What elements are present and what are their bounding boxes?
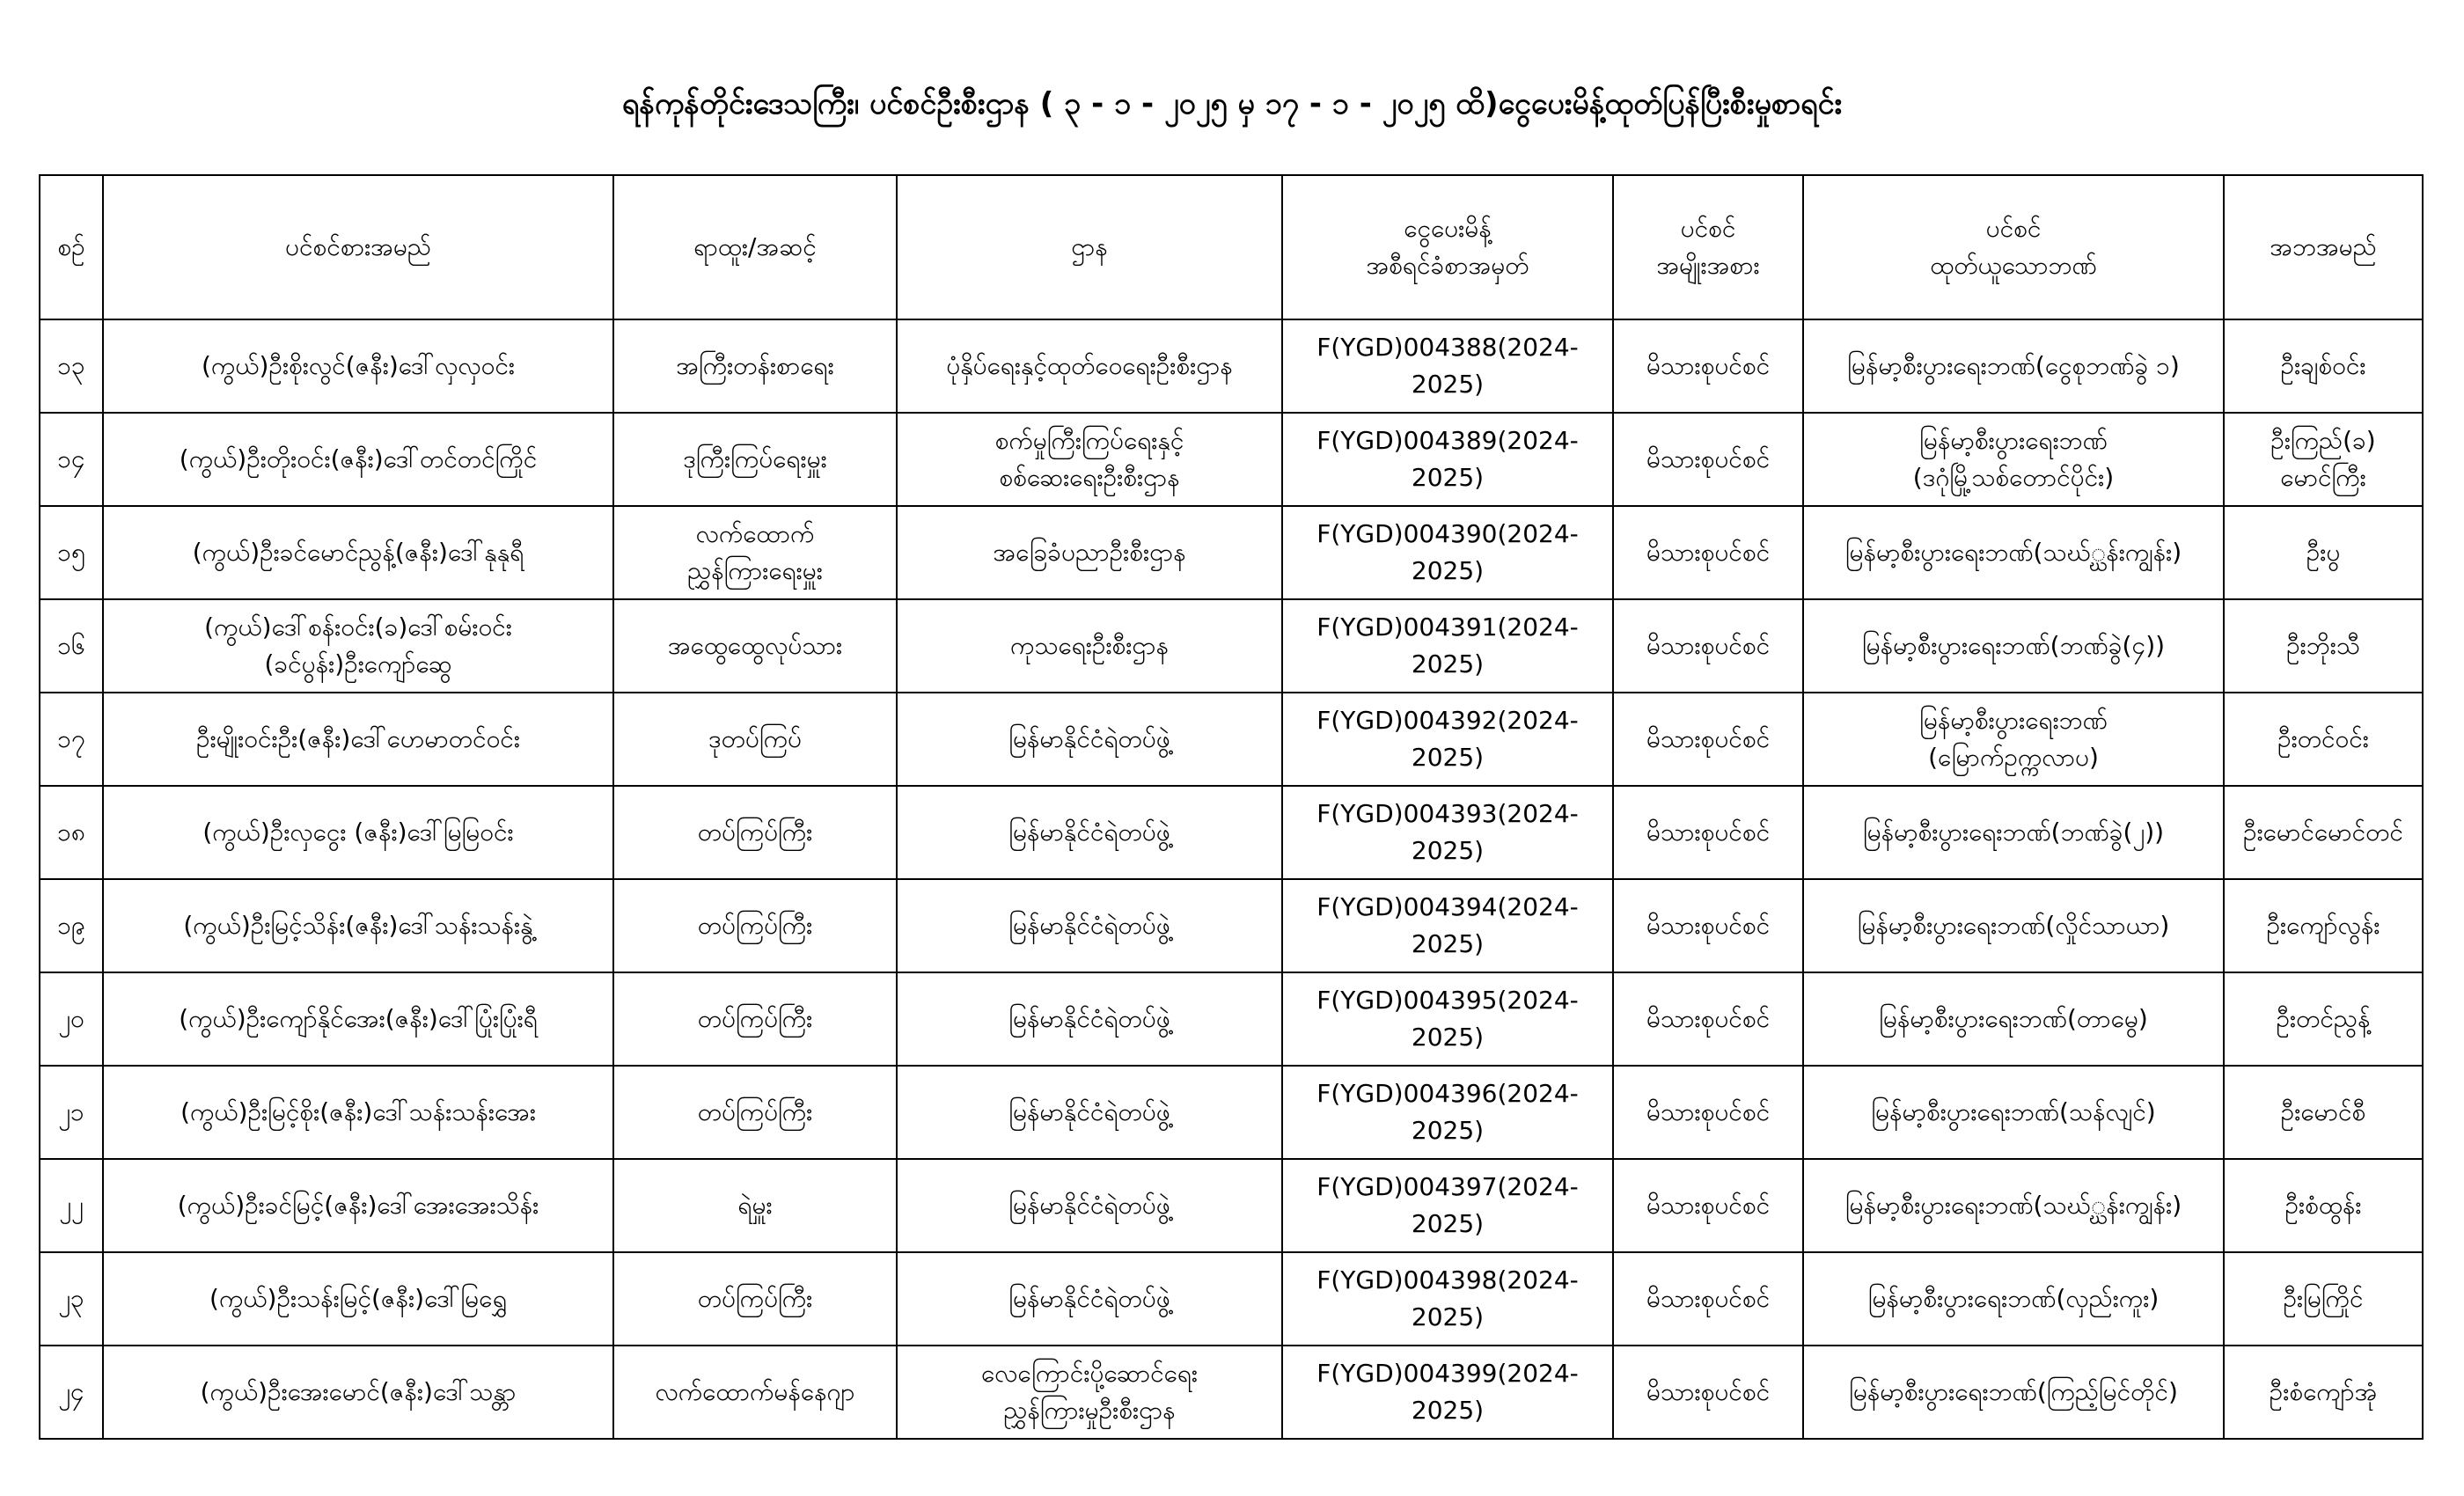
cell-pensioner-name-line: (ကွယ်)ဦးလှငွေး (ဇနီး)ဒေါ်မြမြဝင်း <box>202 818 514 847</box>
cell-department-line: ညွှန်ကြားမှုဦးစီးဌာန <box>1003 1396 1176 1425</box>
cell-number: ၁၇ <box>40 693 103 786</box>
cell-rank <box>613 1159 897 1252</box>
cell-department <box>897 1066 1282 1159</box>
cell-bank <box>1803 599 2224 693</box>
cell-department-line: မြန်မာနိုင်ငံရဲတပ်ဖွဲ့ <box>1008 1097 1170 1126</box>
cell-pensioner-name-line: (ကွယ်)ဦးကျော်နိုင်အေး(ဇနီး)ဒေါ်ပြုံးပြုံးရီ <box>179 1004 538 1033</box>
cell-father-name-line: ဦးမောင်မောင်တင် <box>2243 818 2403 847</box>
cell-pension-type: မိသားစုပင်စင် <box>1613 1159 1803 1252</box>
table-row <box>40 786 2423 879</box>
header-bank <box>1803 175 2224 319</box>
cell-rank-line: တပ်ကြပ်ကြီး <box>697 1004 813 1033</box>
cell-bank-line: မြန်မာ့စီးပွားရေးဘဏ်(သဃ်္ဃန်းကျွန်း) <box>1844 1191 2182 1220</box>
cell-father-name-line: ဦးကြည်(ခ) <box>2270 426 2376 455</box>
cell-department-line: မြန်မာနိုင်ငံရဲတပ်ဖွဲ့ <box>1008 818 1170 847</box>
cell-bank-line: မြန်မာ့စီးပွားရေးဘဏ်(လှည်းကူး) <box>1867 1284 2160 1313</box>
cell-bank <box>1803 506 2224 599</box>
cell-rank <box>613 319 897 413</box>
header-order-number <box>1282 175 1613 319</box>
cell-number: ၁၈ <box>40 786 103 879</box>
cell-father-name <box>2224 786 2423 879</box>
cell-pensioner-name-line: (ကွယ်)ဦးတိုးဝင်း(ဇနီး)ဒေါ်တင်တင်ကြိုင် <box>179 444 538 473</box>
cell-department-line: လေကြောင်းပို့ဆောင်ရေး <box>980 1359 1199 1388</box>
cell-bank <box>1803 1159 2224 1252</box>
cell-pensioner-name <box>103 1159 613 1252</box>
cell-department-line: စစ်ဆေးရေးဦးစီးဌာန <box>999 463 1180 492</box>
header-order-number-line2: အစီရင်ခံစာအမှတ် <box>1366 251 1529 280</box>
cell-father-name <box>2224 1346 2423 1439</box>
cell-number: ၂၄ <box>40 1346 103 1439</box>
cell-pensioner-name <box>103 1346 613 1439</box>
cell-father-name <box>2224 506 2423 599</box>
cell-bank-line: မြန်မာ့စီးပွားရေးဘဏ်(ကြည့်မြင်တိုင်) <box>1849 1377 2178 1406</box>
table-header-row <box>40 175 2423 319</box>
cell-pensioner-name-line: (ကွယ်)ဦးမြင့်စိုး(ဇနီး)ဒေါ်သန်းသန်းအေး <box>180 1097 536 1126</box>
cell-department-line: စက်မှုကြီးကြပ်ရေးနှင့် <box>994 426 1184 455</box>
cell-rank-line: တပ်ကြပ်ကြီး <box>697 1284 813 1313</box>
cell-number: ၁၆ <box>40 599 103 693</box>
cell-pensioner-name <box>103 319 613 413</box>
cell-order-number: F(YGD)004393(2024-2025) <box>1282 786 1613 879</box>
cell-pensioner-name-line: (ကွယ်)ဦးသန်းမြင့်(ဇနီး)ဒေါ်မြရွှေ <box>209 1284 507 1313</box>
cell-department <box>897 786 1282 879</box>
cell-pension-type: မိသားစုပင်စင် <box>1613 1066 1803 1159</box>
cell-department <box>897 972 1282 1066</box>
cell-bank <box>1803 786 2224 879</box>
table-row <box>40 1252 2423 1346</box>
cell-pensioner-name <box>103 1252 613 1346</box>
cell-rank <box>613 693 897 786</box>
cell-rank-line: အကြီးတန်းစာရေး <box>676 351 834 380</box>
cell-rank <box>613 1346 897 1439</box>
cell-bank-line: မြန်မာ့စီးပွားရေးဘဏ် <box>1919 706 2108 735</box>
cell-father-name-line: ဦးတင်ဝင်း <box>2277 724 2369 753</box>
cell-department <box>897 693 1282 786</box>
cell-bank <box>1803 879 2224 972</box>
cell-department-line: ကုသရေးဦးစီးဌာန <box>1010 631 1169 660</box>
cell-father-name <box>2224 972 2423 1066</box>
cell-department-line: ပုံနှိပ်ရေးနှင့်ထုတ်ဝေရေးဦးစီးဌာန <box>946 351 1233 380</box>
cell-department <box>897 319 1282 413</box>
cell-order-number: F(YGD)004390(2024-2025) <box>1282 506 1613 599</box>
cell-father-name-line: ဦးဘိုးသီ <box>2286 631 2360 660</box>
table-row <box>40 599 2423 693</box>
cell-rank <box>613 1066 897 1159</box>
cell-order-number: F(YGD)004394(2024-2025) <box>1282 879 1613 972</box>
header-name: ပင်စင်စားအမည် <box>103 175 613 319</box>
table-row <box>40 1066 2423 1159</box>
pension-records-table <box>39 174 2424 1440</box>
cell-rank <box>613 1252 897 1346</box>
cell-pension-type: မိသားစုပင်စင် <box>1613 413 1803 506</box>
cell-number: ၁၄ <box>40 413 103 506</box>
cell-pension-type: မိသားစုပင်စင် <box>1613 1346 1803 1439</box>
cell-father-name-line: ဦးပွ <box>2306 538 2341 567</box>
cell-number: ၂၀ <box>40 972 103 1066</box>
cell-father-name-line: ဦးမောင်စီ <box>2280 1097 2366 1126</box>
cell-order-number: F(YGD)004398(2024-2025) <box>1282 1252 1613 1346</box>
table-body <box>40 319 2423 1439</box>
cell-department <box>897 1346 1282 1439</box>
cell-department <box>897 879 1282 972</box>
cell-rank-line: ရဲမှူး <box>737 1191 773 1220</box>
cell-rank-line: တပ်ကြပ်ကြီး <box>697 1097 813 1126</box>
cell-department <box>897 506 1282 599</box>
cell-department <box>897 599 1282 693</box>
cell-pension-type: မိသားစုပင်စင် <box>1613 972 1803 1066</box>
cell-pension-type: မိသားစုပင်စင် <box>1613 693 1803 786</box>
cell-rank <box>613 599 897 693</box>
cell-pension-type: မိသားစုပင်စင် <box>1613 1252 1803 1346</box>
cell-order-number: F(YGD)004399(2024-2025) <box>1282 1346 1613 1439</box>
cell-bank <box>1803 1066 2224 1159</box>
cell-bank-line: မြန်မာ့စီးပွားရေးဘဏ်(သဃ်္ဃန်းကျွန်း) <box>1844 538 2182 567</box>
cell-rank-line: တပ်ကြပ်ကြီး <box>697 818 813 847</box>
cell-rank-line: ညွှန်ကြားရေးမှူး <box>687 556 823 585</box>
cell-bank <box>1803 693 2224 786</box>
table-row <box>40 506 2423 599</box>
cell-father-name-line: ဦးစံကျော်အုံ <box>2269 1377 2378 1406</box>
cell-pensioner-name-line: (ကွယ်)ဦးစိုးလွင်(ဇနီး)ဒေါ်လှလှဝင်း <box>201 351 515 380</box>
cell-father-name <box>2224 879 2423 972</box>
cell-department-line: မြန်မာနိုင်ငံရဲတပ်ဖွဲ့ <box>1008 1004 1170 1033</box>
header-father-name: အဘအမည် <box>2224 175 2423 319</box>
cell-rank-line: ဒုကြီးကြပ်ရေးမှူး <box>683 444 827 473</box>
cell-pensioner-name <box>103 599 613 693</box>
cell-rank-line: တပ်ကြပ်ကြီး <box>697 911 813 940</box>
cell-rank-line: လက်ထောက် <box>695 519 815 548</box>
header-bank-line1: ပင်စင် <box>1985 214 2042 243</box>
cell-department <box>897 413 1282 506</box>
cell-number: ၂၃ <box>40 1252 103 1346</box>
cell-bank-line: မြန်မာ့စီးပွားရေးဘဏ်(ငွေစုဘဏ်ခွဲ ၁) <box>1847 351 2180 380</box>
cell-pensioner-name <box>103 413 613 506</box>
header-bank-line2: ထုတ်ယူသောဘဏ် <box>1930 251 2097 280</box>
cell-number: ၁၅ <box>40 506 103 599</box>
cell-bank <box>1803 413 2224 506</box>
table-row <box>40 879 2423 972</box>
table-row <box>40 1346 2423 1439</box>
cell-department-line: မြန်မာနိုင်ငံရဲတပ်ဖွဲ့ <box>1008 1284 1170 1313</box>
table-row <box>40 1159 2423 1252</box>
cell-father-name-line: ဦးတင်ညွန့် <box>2276 1004 2371 1033</box>
cell-pensioner-name <box>103 972 613 1066</box>
cell-pension-type: မိသားစုပင်စင် <box>1613 319 1803 413</box>
table-row <box>40 413 2423 506</box>
cell-rank-line: အထွေထွေလုပ်သား <box>667 631 843 660</box>
cell-bank-line: မြန်မာ့စီးပွားရေးဘဏ်(လှိုင်သာယာ) <box>1857 911 2170 940</box>
cell-department-line: မြန်မာနိုင်ငံရဲတပ်ဖွဲ့ <box>1008 1191 1170 1220</box>
cell-pensioner-name-line: (ကွယ်)ဦးခင်မောင်ညွန့်(ဇနီး)ဒေါ်နုနုရီ <box>192 538 524 567</box>
cell-rank <box>613 972 897 1066</box>
cell-pension-type: မိသားစုပင်စင် <box>1613 506 1803 599</box>
cell-father-name-line: ဦးစံထွန်း <box>2284 1191 2362 1220</box>
cell-father-name <box>2224 1252 2423 1346</box>
cell-pension-type: မိသားစုပင်စင် <box>1613 599 1803 693</box>
cell-order-number: F(YGD)004397(2024-2025) <box>1282 1159 1613 1252</box>
cell-pensioner-name <box>103 786 613 879</box>
cell-order-number: F(YGD)004392(2024-2025) <box>1282 693 1613 786</box>
cell-pension-type: မိသားစုပင်စင် <box>1613 786 1803 879</box>
header-order-number-line1: ငွေပေးမိန့် <box>1404 214 1492 243</box>
cell-department <box>897 1252 1282 1346</box>
cell-number: ၂၂ <box>40 1159 103 1252</box>
cell-pensioner-name <box>103 693 613 786</box>
cell-bank-line: မြန်မာ့စီးပွားရေးဘဏ်(သန်လျင်) <box>1871 1097 2156 1126</box>
cell-father-name <box>2224 1066 2423 1159</box>
cell-father-name <box>2224 1159 2423 1252</box>
cell-department <box>897 1159 1282 1252</box>
cell-pensioner-name-line: (ခင်ပွန်း)ဦးကျော်ဆွေ <box>264 649 452 678</box>
cell-father-name <box>2224 599 2423 693</box>
cell-bank <box>1803 1346 2224 1439</box>
cell-pensioner-name <box>103 879 613 972</box>
cell-bank-line: (မြောက်ဥက္ကလာပ) <box>1928 743 2099 772</box>
cell-rank <box>613 506 897 599</box>
cell-pensioner-name <box>103 1066 613 1159</box>
header-rank: ရာထူး/အဆင့် <box>613 175 897 319</box>
cell-bank-line: မြန်မာ့စီးပွားရေးဘဏ်(ဘဏ်ခွဲ(၄)) <box>1861 631 2166 660</box>
cell-bank-line: မြန်မာ့စီးပွားရေးဘဏ်(ဘဏ်ခွဲ(၂)) <box>1862 818 2165 847</box>
cell-father-name-line: ဦးမြကြိုင် <box>2283 1284 2364 1313</box>
cell-bank-line: (ဒဂုံမြို့သစ်တောင်ပိုင်း) <box>1912 463 2115 492</box>
cell-order-number: F(YGD)004389(2024-2025) <box>1282 413 1613 506</box>
cell-father-name-line: မောင်ကြီး <box>2280 463 2366 492</box>
cell-number: ၂၁ <box>40 1066 103 1159</box>
cell-father-name-line: ဦးကျော်လွန်း <box>2266 911 2380 940</box>
cell-father-name-line: ဦးချစ်ဝင်း <box>2280 351 2366 380</box>
header-pension-type-line2: အမျိုးအစား <box>1656 251 1760 280</box>
cell-department-line: မြန်မာနိုင်ငံရဲတပ်ဖွဲ့ <box>1008 911 1170 940</box>
cell-pensioner-name <box>103 506 613 599</box>
cell-pensioner-name-line: (ကွယ်)ဦးမြင့်သိန်း(ဇနီး)ဒေါ်သန်းသန်းနွဲ့ <box>183 911 533 940</box>
cell-pensioner-name-line: (ကွယ်)ဦးခင်မြင့်(ဇနီး)ဒေါ်အေးအေးသိန်း <box>177 1191 539 1220</box>
header-department: ဌာန <box>897 175 1282 319</box>
cell-pensioner-name-line: (ကွယ်)ဒေါ်စန်းဝင်း(ခ)ဒေါ်စမ်းဝင်း <box>204 612 512 642</box>
header-pension-type-line1: ပင်စင် <box>1680 214 1736 243</box>
cell-rank <box>613 879 897 972</box>
cell-pension-type: မိသားစုပင်စင် <box>1613 879 1803 972</box>
cell-rank <box>613 786 897 879</box>
table-row <box>40 693 2423 786</box>
cell-order-number: F(YGD)004395(2024-2025) <box>1282 972 1613 1066</box>
cell-pensioner-name-line: ဦးမျိုးဝင်းဦး(ဇနီး)ဒေါ်ဟေမာတင်ဝင်း <box>196 724 520 753</box>
table-row <box>40 972 2423 1066</box>
cell-number: ၁၉ <box>40 879 103 972</box>
table-row <box>40 319 2423 413</box>
cell-bank-line: မြန်မာ့စီးပွားရေးဘဏ်(တာမွေ) <box>1879 1004 2148 1033</box>
cell-rank <box>613 413 897 506</box>
cell-father-name <box>2224 319 2423 413</box>
cell-order-number: F(YGD)004388(2024-2025) <box>1282 319 1613 413</box>
cell-bank <box>1803 972 2224 1066</box>
cell-rank-line: လက်ထောက်မန်နေဂျာ <box>655 1377 855 1406</box>
header-pension-type <box>1613 175 1803 319</box>
page-title: ရန်ကုန်တိုင်းဒေသကြီး၊ ပင်စင်ဦးစီးဌာန ( ၃ - ၁ - ၂၀၂၅ မှ ၁၇ - ၁ - ၂၀၂၅ ထိ)ငွေပေးမိန့်ထုတ်ပြန်ပြီးစီးမှုစာရင်း <box>621 86 1843 121</box>
cell-bank <box>1803 319 2224 413</box>
cell-order-number: F(YGD)004396(2024-2025) <box>1282 1066 1613 1159</box>
cell-father-name <box>2224 693 2423 786</box>
cell-number: ၁၃ <box>40 319 103 413</box>
cell-pensioner-name-line: (ကွယ်)ဦးအေးမောင်(ဇနီး)ဒေါ်သန္တာ <box>200 1377 517 1406</box>
cell-order-number: F(YGD)004391(2024-2025) <box>1282 599 1613 693</box>
cell-department-line: မြန်မာနိုင်ငံရဲတပ်ဖွဲ့ <box>1008 724 1170 753</box>
header-no: စဉ် <box>40 175 103 319</box>
cell-father-name <box>2224 413 2423 506</box>
cell-department-line: အခြေခံပညာဦးစီးဌာန <box>993 538 1186 567</box>
cell-rank-line: ဒုတပ်ကြပ် <box>708 724 802 753</box>
cell-bank <box>1803 1252 2224 1346</box>
cell-bank-line: မြန်မာ့စီးပွားရေးဘဏ် <box>1919 426 2108 455</box>
